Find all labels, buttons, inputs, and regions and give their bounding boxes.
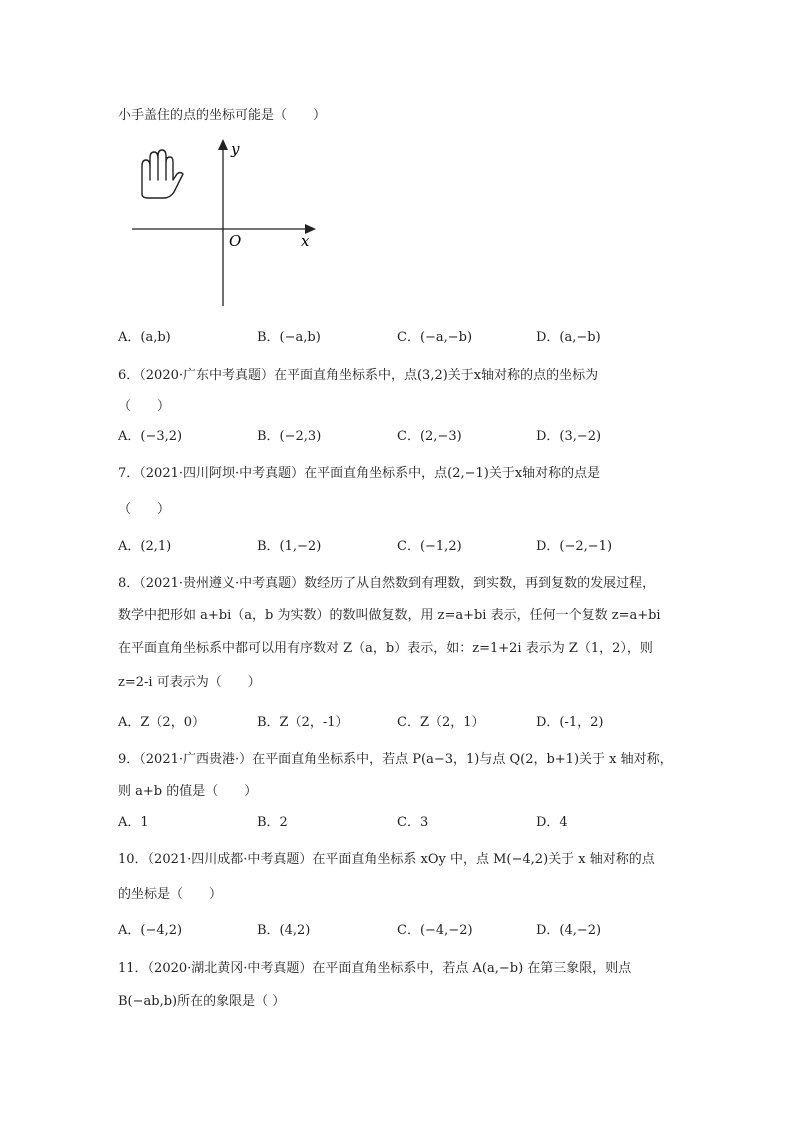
q5-option-b[interactable]: B．(−a,b) xyxy=(257,330,321,345)
q6-option-b[interactable]: B．(−2,3) xyxy=(257,429,322,444)
q5-options xyxy=(118,326,678,346)
q6-option-a[interactable]: A．(−3,2) xyxy=(118,429,183,444)
y-axis-arrow xyxy=(218,139,228,150)
q5-stem: 小手盖住的点的坐标可能是（ ） xyxy=(118,108,327,123)
q8-options xyxy=(118,711,678,731)
q5-option-a[interactable]: A．(a,b) xyxy=(118,330,171,345)
q9-option-b[interactable]: B．2 xyxy=(257,815,288,830)
q8-stem-line4: z=2-i 可表示为（ ） xyxy=(118,675,261,690)
q7-option-b[interactable]: B．(1,−2) xyxy=(257,539,322,554)
q5-option-c[interactable]: C．(−a,−b) xyxy=(397,330,473,345)
q9-stem-line2: 则 a+b 的值是（ ） xyxy=(118,784,258,799)
hand-icon xyxy=(142,150,183,198)
q7-option-c[interactable]: C．(−1,2) xyxy=(397,539,462,554)
q8-option-d[interactable]: D．(-1，2) xyxy=(536,715,604,730)
q6-option-c[interactable]: C．(2,−3) xyxy=(397,429,462,444)
q10-stem-line1: 10．（2021·四川成都·中考真题）在平面直角坐标系 xOy 中，点 M(−4,2)关于 x 轴对称的点 xyxy=(118,852,655,867)
q11-stem-line1: 11．（2020·湖北黄冈·中考真题）在平面直角坐标系中，若点 A(a,−b) 在第三象限，则点 xyxy=(118,961,632,976)
q8-stem-line3: 在平面直角坐标系中都可以用有序数对 Z（a，b）表示，如：z=1+2i 表示为 Z（1，2），则 xyxy=(118,641,653,656)
q10-options xyxy=(118,919,678,939)
q9-stem-line1: 9．（2021·广西贵港·）在平面直角坐标系中，若点 P(a−3，1)与点 Q(2，b+1)关于 x 轴对称， xyxy=(118,752,673,767)
q7-option-d[interactable]: D．(−2,−1) xyxy=(536,539,613,554)
q10-option-a[interactable]: A．(−4,2) xyxy=(118,923,183,938)
x-axis-label: x xyxy=(301,232,310,250)
q6-stem-line1: 6．（2020·广东中考真题）在平面直角坐标系中，点(3,2)关于x轴对称的点的坐标为 xyxy=(118,368,599,383)
q8-option-a[interactable]: A．Z（2，0） xyxy=(118,715,205,730)
q7-stem-line2: （ ） xyxy=(118,502,171,517)
q6-stem-line2: （ ） xyxy=(118,399,171,414)
q10-option-c[interactable]: C．(−4,−2) xyxy=(397,923,473,938)
q10-option-d[interactable]: D．(4,−2) xyxy=(536,923,602,938)
q11-stem-line2: B(−ab,b)所在的象限是（ ） xyxy=(118,994,286,1009)
coordinate-figure xyxy=(128,136,323,308)
q7-options xyxy=(118,535,678,555)
q7-option-a[interactable]: A．(2,1) xyxy=(118,539,172,554)
q6-option-d[interactable]: D．(3,−2) xyxy=(536,429,602,444)
q7-stem-line1: 7．（2021·四川阿坝·中考真题）在平面直角坐标系中，点(2,−1)关于x轴对称的点是 xyxy=(118,466,601,481)
q9-option-d[interactable]: D．4 xyxy=(536,815,568,830)
q9-option-c[interactable]: C．3 xyxy=(397,815,429,830)
q8-stem-line1: 8．（2021·贵州遵义·中考真题）数经历了从自然数到有理数，到实数，再到复数的发展过程， xyxy=(118,576,656,591)
q9-options xyxy=(118,811,678,831)
q9-option-a[interactable]: A．1 xyxy=(118,815,149,830)
q8-stem-line2: 数学中把形如 a+bi（a，b 为实数）的数叫做复数，用 z=a+bi 表示，任何一个复数 z=a+bi xyxy=(118,608,661,623)
q10-stem-line2: 的坐标是（ ） xyxy=(118,887,223,902)
y-axis-label: y xyxy=(231,140,240,158)
q6-options xyxy=(118,425,678,445)
q5-option-d[interactable]: D．(a,−b) xyxy=(536,330,601,345)
q10-option-b[interactable]: B．(4,2) xyxy=(257,923,311,938)
origin-label: O xyxy=(229,232,242,250)
q8-option-c[interactable]: C．Z（2，1） xyxy=(397,715,485,730)
q8-option-b[interactable]: B．Z（2，-1） xyxy=(257,715,349,730)
